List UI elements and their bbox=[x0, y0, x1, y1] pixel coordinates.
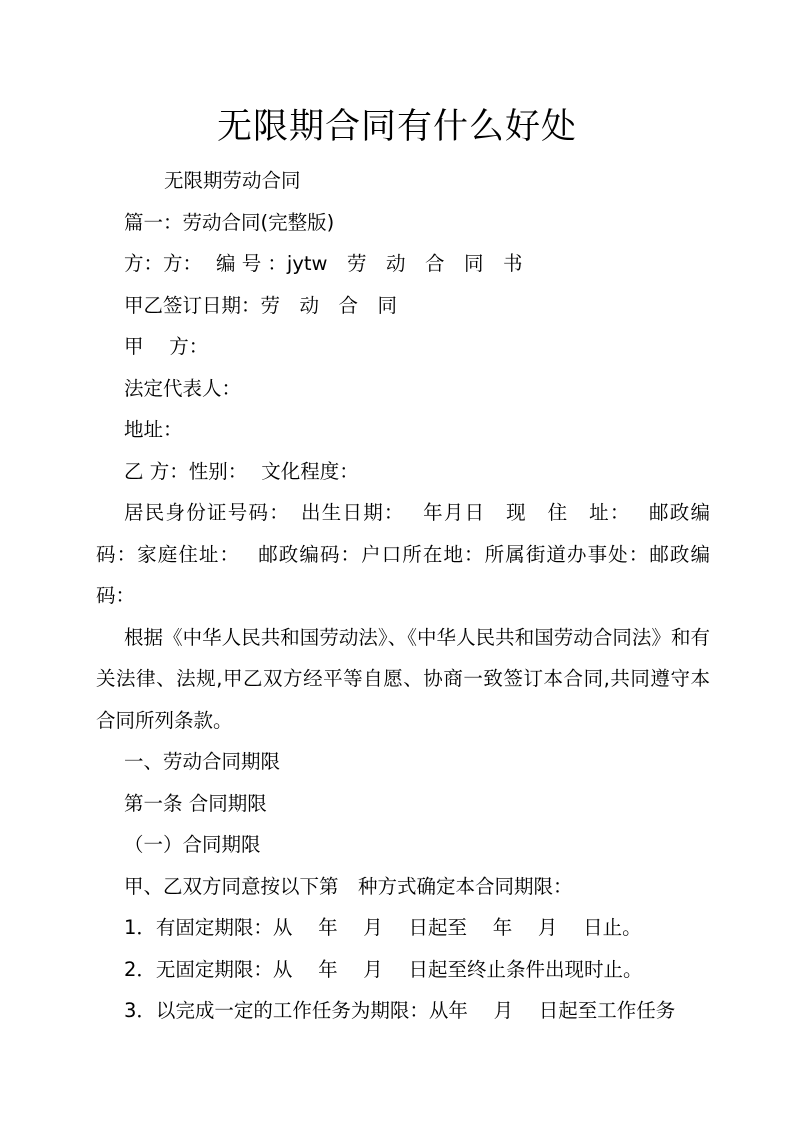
option-fixed-term: 1．有固定期限：从 年 月 日起至 年 月 日止。 bbox=[124, 916, 642, 939]
option-task-based: 3．以完成一定的工作任务为期限：从年 月 日起至工作任务 bbox=[124, 999, 676, 1022]
section-contract-term: 一、劳动合同期限 bbox=[124, 750, 281, 773]
paragraph-legal-basis: 根据《中华人民共和国劳动法》、《中华人民共和国劳动合同法》和有关法律、法规,甲乙双方经平等自愿、协商一致签订本合同,共同遵守本合同所列条款。 bbox=[96, 625, 710, 732]
line-party-b-education: 文化程度： bbox=[261, 459, 359, 483]
paragraph-id-info: 居民身份证号码： 出生日期： 年月日 现 住 址： 邮政编码：家庭住址： 邮政编码：户口所在地：所属街道办事处：邮政编码： bbox=[96, 501, 710, 607]
document-subtitle: 无限期劳动合同 bbox=[164, 169, 301, 192]
option-open-ended: 2．无固定期限：从 年 月 日起至终止条件出现时止。 bbox=[124, 957, 643, 981]
line-number-value: 编 号 ：jytw 劳 动 合 同 书 bbox=[216, 252, 523, 275]
line-party-b-gender: 乙 方：性别： bbox=[124, 459, 248, 483]
line-chapter-one: 篇一：劳动合同(完整版) bbox=[124, 210, 335, 234]
line-term-method: 甲、乙双方同意按以下第 种方式确定本合同期限： bbox=[124, 874, 573, 898]
line-party-b bbox=[96, 451, 710, 493]
document-title: 无限期合同有什么好处 bbox=[216, 107, 577, 147]
line-legal-representative: 法定代表人： bbox=[124, 376, 242, 400]
line-sign-date: 甲乙签订日期：劳 动 合 同 bbox=[124, 293, 398, 317]
document-body bbox=[96, 160, 710, 1032]
line-party-a: 甲 方： bbox=[124, 335, 209, 358]
line-address: 地址： bbox=[124, 418, 183, 441]
line-number-label: 方：方： bbox=[124, 252, 203, 275]
line-number bbox=[96, 243, 710, 285]
article-one: 第一条 合同期限 bbox=[124, 791, 267, 815]
clause-term: （一）合同期限 bbox=[124, 833, 261, 856]
